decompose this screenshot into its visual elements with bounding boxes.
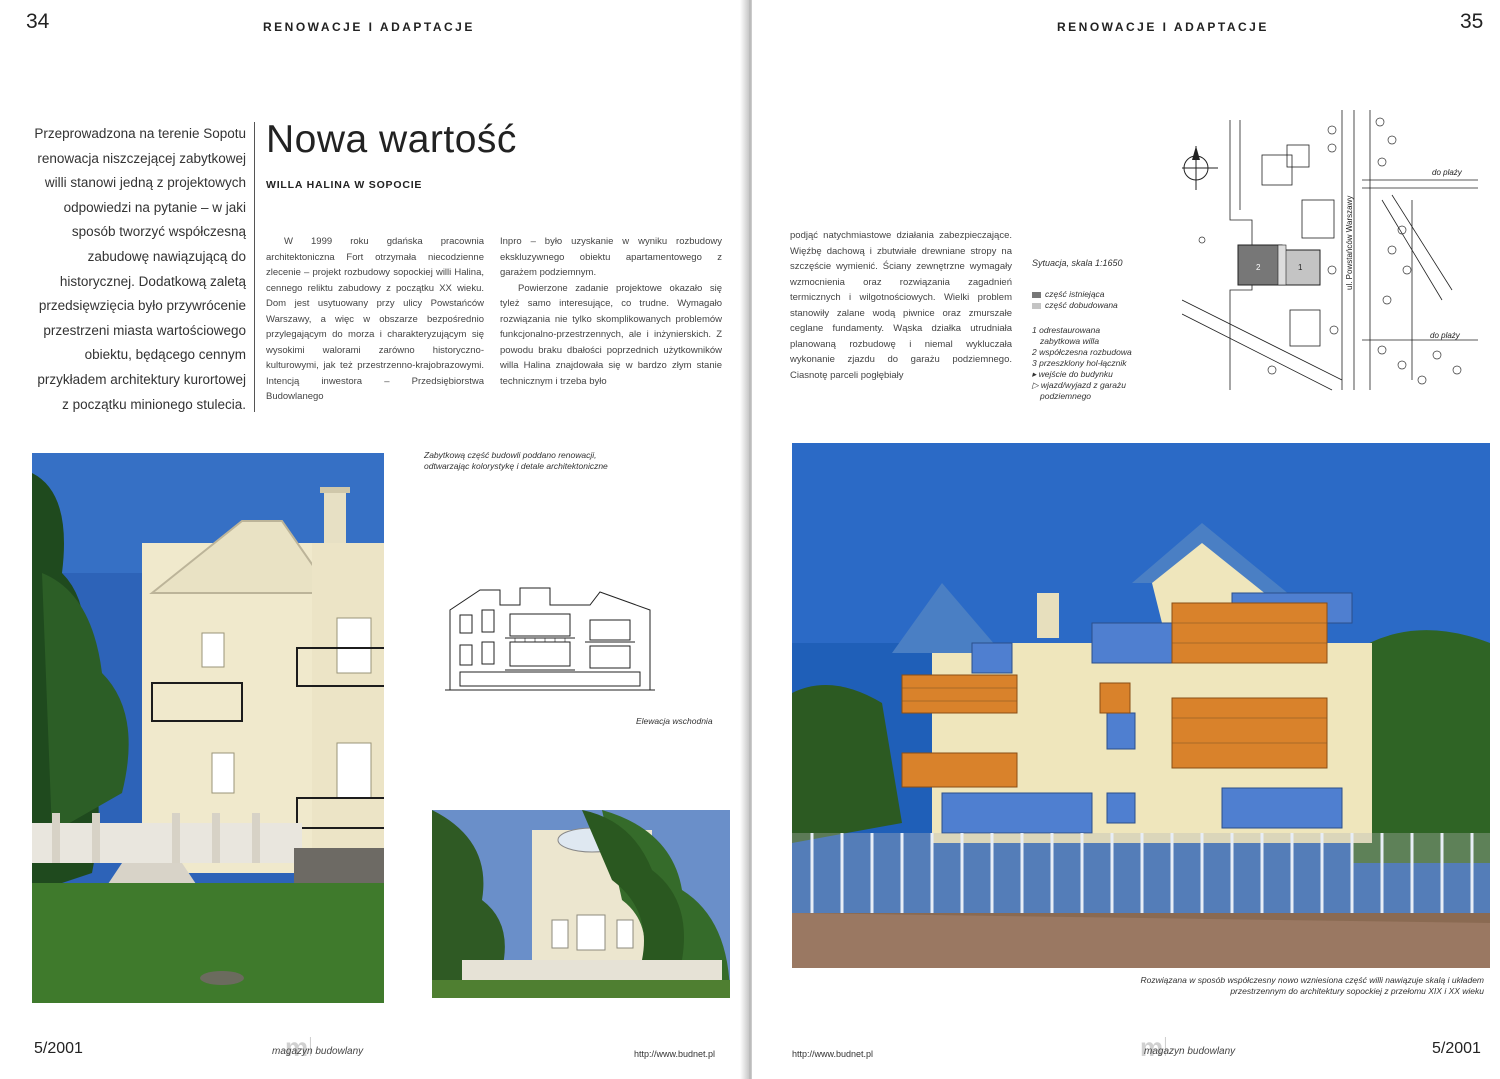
- body-paragraph: Powierzone zadanie projektowe okazało się tyleż samo interesujące, co trudne. Wymagało rozwiązania nie tylko skomplikowanych problemów funkcjonalno-przestrzennych, ale i inżynierskich. Z powodu braku dbałości poprzednich użytkowników willa Halina znajdowała się w bardzo złym stanie technicznym i trzeba było: [500, 282, 722, 387]
- svg-text:2: 2: [1256, 263, 1261, 272]
- new-building-photo: [792, 443, 1490, 968]
- caption-main-photo: Rozwiązana w sposób współczesny nowo wzniesiona część willi nawiązuje skalą i układem przestrzennym do architektury sopockiej z przełomu XIX i XX wieku: [1140, 975, 1484, 996]
- villa-photo-large: [32, 453, 384, 1003]
- body-paragraph: podjąć natychmiastowe działania zabezpieczające. Więźbę dachową i zbutwiałe drewniane stropy na szczęście wymienić. Ściany zewnętrzne wymagały wzmocnienia oraz rozwiązania zagadnień termicznych i wilgotnościowych. Wielki problem stanowiły zalane wodą piwnice oraz zmurszałe ceglane fundamenty. Wąska działka utrudniała planowaną rozbudowę i niemal wykluczała wykonanie zjazdu do garażu podziemnego. Ciasnotę parceli pogłębiały: [790, 230, 1012, 381]
- east-elevation-drawing: [440, 580, 660, 700]
- body-paragraph: W 1999 roku gdańska pracownia architektoniczna Fort otrzymała niecodzienne zlecenie – projekt rozbudowy sopockiej willi Halina, cennego reliktu zabudowy z początku XX wieku. Dom jest usytuowany przy ulicy Powstańców Warszawy, a więc w obszarze bezpośrednio przylegającym do morza i charakteryzującym się wysokimi walorami zarówno historyczno-kulturowymi, jak też przestrzenno-krajobrazowymi. Intencją inwestora – Przedsiębiorstwa Budowlanego: [266, 236, 484, 402]
- legend-title: Sytuacja, skala 1:1650: [1032, 258, 1123, 268]
- lead-paragraph: Przeprowadzona na terenie Sopotu renowacja niszczejącej zabytkowej willi stanowi jedną z projektowych odpowiedzi na pytanie – w jaki sposób tworzyć współczesną zabudowę nawiązującą do historycznej. Dodatkową zaletą przedsięwzięcia było przywrócenie przestrzeni miasta wartościowego obiektu, będącego cennym przykładem architektury kurortowej z początku minionego stulecia.: [34, 126, 246, 412]
- swatch-existing: [1032, 292, 1041, 298]
- svg-text:mb: m: [1140, 1032, 1164, 1062]
- section-title: RENOWACJE I ADAPTACJE: [1057, 20, 1269, 34]
- svg-text:ul. Powstańców Warszawy: ul. Powstańców Warszawy: [1345, 195, 1354, 290]
- section-title: RENOWACJE I ADAPTACJE: [263, 20, 475, 34]
- right-page: [752, 0, 1500, 1079]
- article-subhead: WILLA HALINA W SOPOCIE: [266, 179, 423, 191]
- svg-text:mb: m: [285, 1032, 309, 1062]
- magazine-title: magazyn budowlany: [1144, 1046, 1236, 1057]
- legend-added: część dobudowana: [1032, 300, 1177, 311]
- left-page: [0, 0, 748, 1079]
- swatch-added: [1032, 303, 1041, 309]
- svg-text:1: 1: [1298, 263, 1303, 272]
- legend-numbered: 1 odrestaurowana zabytkowa willa 2 współczesna rozbudowa 3 przeszklony hol-łącznik ▸ wejście do budynku ▷ wjazd/wyjazd z garażu podziemnego: [1032, 325, 1132, 401]
- caption-elevation: Elewacja wschodnia: [636, 716, 713, 726]
- svg-text:do plaży: do plaży: [1430, 331, 1460, 340]
- footer-url[interactable]: http://www.budnet.pl: [792, 1049, 874, 1059]
- lead-divider: [254, 122, 255, 412]
- body-paragraph: Inpro – było uzyskanie w wyniku rozbudowy ekskluzywnego obiektu apartamentowego z garażem podziemnym.: [500, 236, 722, 278]
- body-column-3: [790, 228, 1012, 404]
- page-number: 34: [26, 10, 50, 33]
- body-column-1: [266, 234, 484, 410]
- caption-renovation: Zabytkową część budowli poddano renowacji, odtwarzając kolorystykę i detale architektoniczne: [424, 450, 608, 471]
- legend-existing: część istniejąca: [1032, 289, 1177, 300]
- body-column-2: [500, 234, 722, 410]
- site-plan-drawing: [1182, 100, 1484, 400]
- page-number: 35: [1460, 10, 1484, 33]
- villa-photo-small: [432, 810, 730, 998]
- magazine-title: magazyn budowlany: [272, 1046, 364, 1057]
- footer-url[interactable]: http://www.budnet.pl: [634, 1049, 716, 1059]
- site-plan-legend: [1032, 258, 1177, 402]
- issue-number: 5/2001: [1432, 1040, 1481, 1057]
- north-arrow-icon: [1182, 146, 1218, 190]
- svg-text:do plaży: do plaży: [1432, 168, 1462, 177]
- issue-number: 5/2001: [34, 1040, 83, 1057]
- article-headline: Nowa wartość: [266, 118, 517, 161]
